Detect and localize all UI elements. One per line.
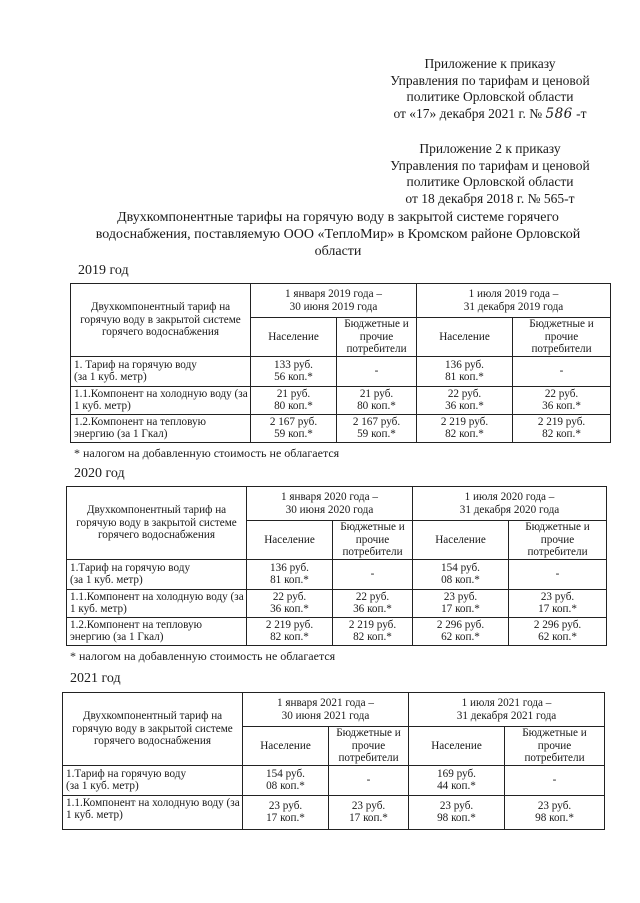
tariff-value: 22 руб. 36 коп.* [333, 589, 413, 617]
tariff-value: 136 руб. 81 коп.* [417, 356, 513, 386]
subheader-budget: Бюджетные и прочие потребители [513, 318, 611, 357]
tariff-value: 2 296 руб. 62 коп.* [509, 617, 607, 645]
tariff-value: 2 296 руб. 62 коп.* [413, 617, 509, 645]
year-heading: 2019 год [78, 263, 129, 278]
table-row [67, 589, 607, 617]
tariff-value: - [513, 356, 611, 386]
tariff-value: 23 руб. 17 коп.* [509, 589, 607, 617]
tariff-value: - [509, 559, 607, 589]
subheader-budget: Бюджетные и прочие потребители [505, 727, 605, 766]
tariff-value: 23 руб. 98 коп.* [505, 795, 605, 829]
table-row [63, 795, 605, 829]
tariff-value: 2 219 руб. 82 коп.* [417, 414, 513, 442]
tariff-value: 2 167 руб. 59 коп.* [251, 414, 337, 442]
subheader-budget: Бюджетные и прочие потребители [333, 521, 413, 560]
year-heading: 2020 год [74, 466, 125, 481]
appendix-header-current [350, 56, 630, 122]
tariff-value: 22 руб. 36 коп.* [247, 589, 333, 617]
subheader-population: Население [251, 318, 337, 357]
appendix-header-line: Управления по тарифам и ценовой [390, 72, 590, 88]
column-header-tariff: Двухкомпонентный тариф на горячую воду в закрытой системе горячего водоснабжения [71, 284, 251, 357]
row-label: 1.Тариф на горячую воду (за 1 куб. метр) [67, 559, 247, 589]
subheader-budget: Бюджетные и прочие потребители [337, 318, 417, 357]
row-label: 1.2.Компонент на тепловую энергию (за 1 Гкал) [67, 617, 247, 645]
period-header: 1 июля 2021 года – 31 декабря 2021 года [409, 693, 605, 727]
tariff-value: 136 руб. 81 коп.* [247, 559, 333, 589]
row-label: 1. Тариф на горячую воду (за 1 куб. метр) [71, 356, 251, 386]
tariff-value: 2 219 руб. 82 коп.* [513, 414, 611, 442]
period-header: 1 июля 2020 года – 31 декабря 2020 года [413, 487, 607, 521]
row-label: 1.Тариф на горячую воду (за 1 куб. метр) [63, 765, 243, 795]
appendix-header-line: Управления по тарифам и ценовой [390, 157, 590, 173]
table-row [67, 559, 607, 589]
order-number-handwritten: 586 [545, 105, 573, 122]
period-header: 1 января 2020 года – 30 июня 2020 года [247, 487, 413, 521]
tariff-value: 21 руб. 80 коп.* [337, 386, 417, 414]
year-heading: 2021 год [70, 671, 121, 686]
tariff-table-2021 [62, 692, 605, 830]
tariff-value: 23 руб. 17 коп.* [329, 795, 409, 829]
appendix-header-line [350, 106, 630, 123]
tariff-value: - [505, 765, 605, 795]
row-label: 1.1.Компонент на холодную воду (за 1 куб. метр) [71, 386, 251, 414]
period-header: 1 января 2021 года – 30 июня 2021 года [243, 693, 409, 727]
vat-footnote: * налогом на добавленную стоимость не облагается [74, 446, 340, 460]
tariff-value: 154 руб. 08 коп.* [243, 765, 329, 795]
column-header-tariff: Двухкомпонентный тариф на горячую воду в закрытой системе горячего водоснабжения [63, 693, 243, 766]
tariff-value: - [333, 559, 413, 589]
table-row [63, 765, 605, 795]
period-header: 1 января 2019 года – 30 июня 2019 года [251, 284, 417, 318]
tariff-value: 169 руб. 44 коп.* [409, 765, 505, 795]
table-row [71, 414, 611, 442]
subheader-population: Население [417, 318, 513, 357]
tariff-value: 2 167 руб. 59 коп.* [337, 414, 417, 442]
subheader-budget: Бюджетные и прочие потребители [509, 521, 607, 560]
appendix-header-line: политике Орловской области [406, 89, 574, 104]
table-row [71, 356, 611, 386]
tariff-value: - [337, 356, 417, 386]
appendix-header-line: политике Орловской области [406, 174, 574, 189]
order-date-prefix: от «17» декабря 2021 г. № [393, 105, 543, 121]
tariff-value: 23 руб. 17 коп.* [243, 795, 329, 829]
order-number-suffix: -т [576, 105, 587, 121]
tariff-value: 133 руб. 56 коп.* [251, 356, 337, 386]
period-header: 1 июля 2019 года – 31 декабря 2019 года [417, 284, 611, 318]
subheader-population: Население [413, 521, 509, 560]
table-row [67, 617, 607, 645]
row-label: 1.1.Компонент на холодную воду (за 1 куб. метр) [67, 589, 247, 617]
appendix-header-previous [350, 141, 630, 207]
tariff-value: 23 руб. 17 коп.* [413, 589, 509, 617]
vat-footnote: * налогом на добавленную стоимость не облагается [70, 649, 336, 663]
tariff-value: 2 219 руб. 82 коп.* [247, 617, 333, 645]
subheader-population: Население [243, 727, 329, 766]
document-title: Двухкомпонентные тарифы на горячую воду в закрытой системе горячего водоснабжения, поставляемую ООО «ТеплоМир» в Кромском районе Орловской области [95, 210, 581, 259]
appendix-header-line: Приложение 2 к приказу [419, 141, 561, 156]
tariff-value: - [329, 765, 409, 795]
appendix-header-line: от 18 декабря 2018 г. № 565-т [405, 190, 575, 206]
tariff-value: 22 руб. 36 коп.* [417, 386, 513, 414]
table-row [71, 386, 611, 414]
appendix-header-line: Приложение к приказу [424, 56, 556, 71]
tariff-value: 154 руб. 08 коп.* [413, 559, 509, 589]
subheader-budget: Бюджетные и прочие потребители [329, 727, 409, 766]
tariff-table-2020 [66, 486, 607, 646]
tariff-value: 2 219 руб. 82 коп.* [333, 617, 413, 645]
subheader-population: Население [409, 727, 505, 766]
tariff-table-2019 [70, 283, 611, 443]
tariff-value: 22 руб. 36 коп.* [513, 386, 611, 414]
row-label: 1.1.Компонент на холодную воду (за 1 куб. метр) [63, 795, 243, 829]
subheader-population: Население [247, 521, 333, 560]
column-header-tariff: Двухкомпонентный тариф на горячую воду в закрытой системе горячего водоснабжения [67, 487, 247, 560]
tariff-value: 23 руб. 98 коп.* [409, 795, 505, 829]
row-label: 1.2.Компонент на тепловую энергию (за 1 Гкал) [71, 414, 251, 442]
tariff-value: 21 руб. 80 коп.* [251, 386, 337, 414]
